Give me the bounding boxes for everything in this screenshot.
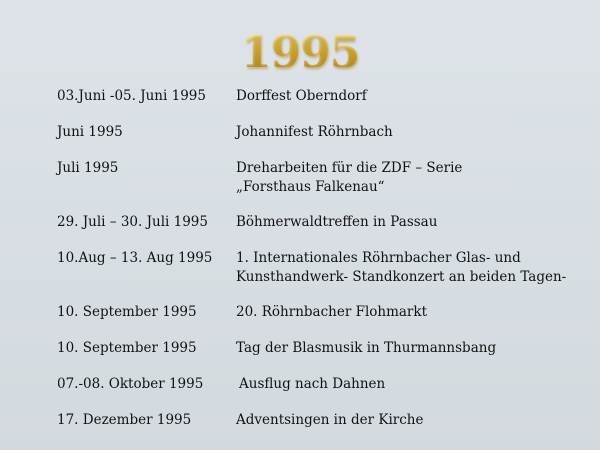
event-description [236, 159, 591, 197]
event-date: Juni 1995 [57, 124, 123, 140]
event-date: 10. September 1995 [57, 340, 197, 356]
event-date: 07.-08. Oktober 1995 [57, 376, 204, 392]
event-description [236, 411, 591, 430]
event-description-line: Dorffest Oberndorf [236, 88, 367, 104]
event-description-line: Kunsthandwerk- Standkonzert an beiden Tagen- [236, 269, 567, 285]
year-title: 1995 [0, 28, 600, 78]
event-description [236, 87, 591, 106]
event-description-line: Dreharbeiten für die ZDF – Serie [236, 160, 463, 176]
event-date: 29. Juli – 30. Juli 1995 [57, 214, 208, 230]
event-description [236, 213, 591, 232]
event-date: 10.Aug – 13. Aug 1995 [57, 250, 213, 266]
event-date: 17. Dezember 1995 [57, 412, 192, 428]
event-description-line: Böhmerwaldtreffen in Passau [236, 214, 438, 230]
event-description-line: 1. Internationales Röhrnbacher Glas- und [236, 250, 521, 266]
event-date: Juli 1995 [57, 160, 119, 176]
event-description-line: Tag der Blasmusik in Thurmannsbang [236, 340, 497, 356]
event-description-line: 20. Röhrnbacher Flohmarkt [236, 304, 427, 320]
event-description [236, 303, 591, 322]
event-description-line: Adventsingen in der Kirche [236, 412, 424, 428]
event-description [236, 123, 591, 142]
event-description-line: Johannifest Röhrnbach [236, 124, 393, 140]
event-date: 10. September 1995 [57, 304, 197, 320]
event-description-line: Ausflug nach Dahnen [239, 376, 386, 392]
event-description-line: „Forsthaus Falkenau“ [236, 179, 385, 195]
event-date: 03.Juni -05. Juni 1995 [57, 88, 206, 104]
event-description [236, 249, 591, 287]
event-description [236, 339, 591, 358]
event-description [239, 375, 594, 394]
